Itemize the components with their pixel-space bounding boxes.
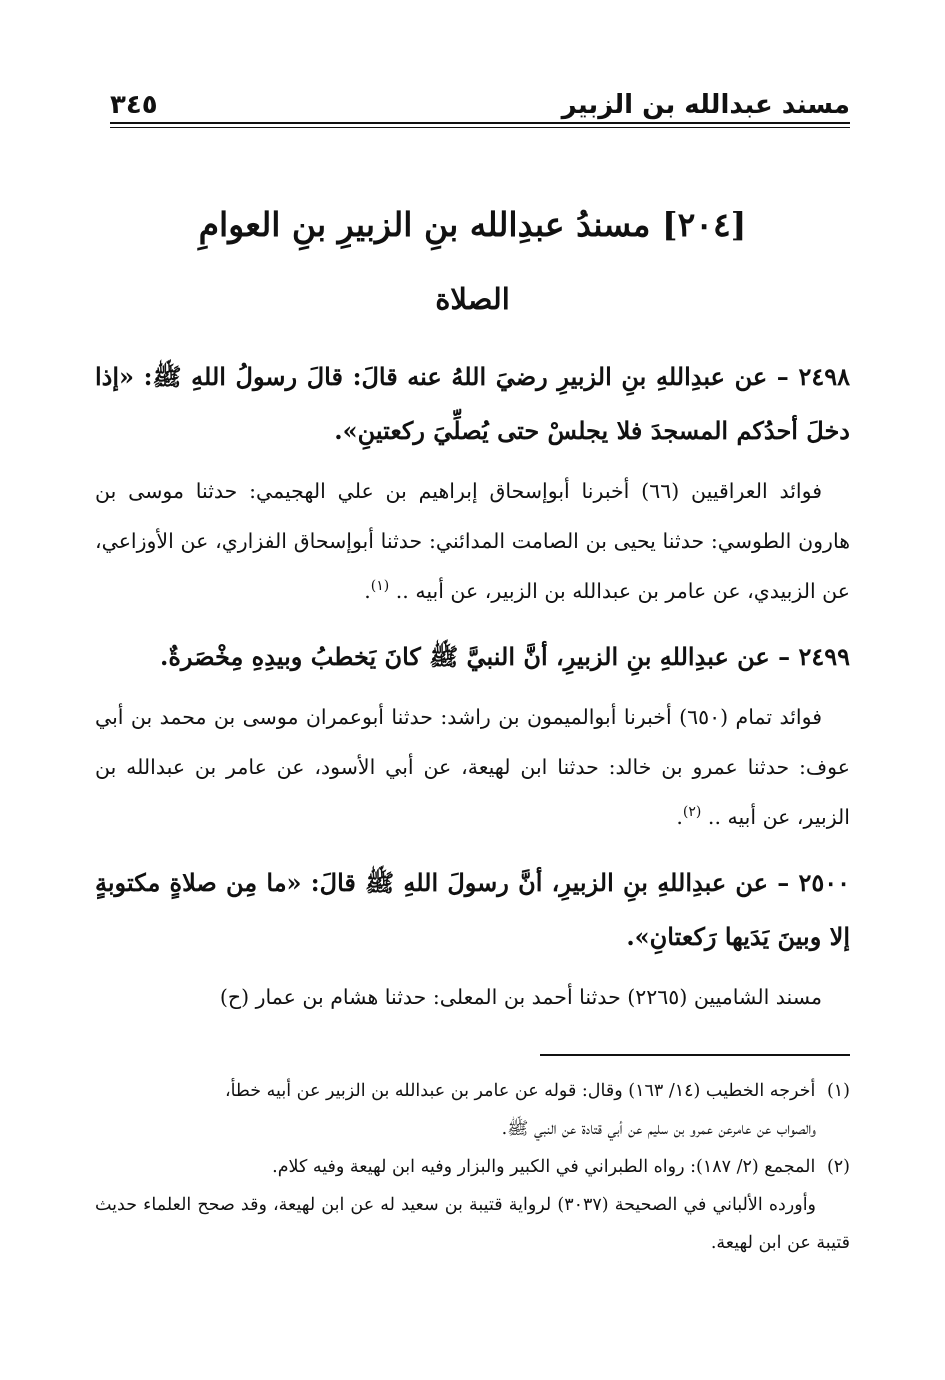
- hadith-2499: [95, 630, 850, 684]
- hadith-number: ٢٥٠٠ –: [777, 868, 850, 897]
- takhrij-2499: [95, 692, 850, 842]
- section-title: الصلاة: [435, 282, 510, 316]
- hadith-2498: [95, 350, 850, 458]
- hadith-2500: [95, 856, 850, 964]
- running-header: [110, 80, 850, 120]
- hadith-text: عن عبدِاللهِ بنِ الزبيرِ، أنَّ النبيَّ ﷺ كانَ يَخطبُ وبيدِهِ مِخْصَرةٌ.: [159, 642, 770, 671]
- takhrij-text: مسند الشاميين (٢٢٦٥) حدثنا أحمد بن المعلى: حدثنا هشام بن عمار (ح): [219, 985, 822, 1009]
- footnote-1-continued: والصواب عن عامرعن عمرو بن سليم عن أبي قتادة عن النبي ﷺ.: [501, 1119, 816, 1139]
- footnote-2-paragraph: وأورده الألباني في الصحيحة (٣٠٣٧) لرواية قتيبة بن سعيد له عن ابن لهيعة، وقد صحح العلماء حديث قتيبة عن ابن لهيعة.: [95, 1195, 850, 1253]
- footnote-mark: (٢): [826, 1157, 850, 1177]
- body-text: [95, 350, 850, 1036]
- period: .: [364, 579, 371, 603]
- hadith-number: ٢٤٩٨ –: [776, 362, 850, 391]
- takhrij-2498: [95, 466, 850, 616]
- footnote-2: [95, 1148, 850, 1186]
- takhrij-text: فوائد العراقيين (٦٦) أخبرنا أبوإسحاق إبراهيم بن علي الهجيمي: حدثنا موسى بن هارون الطوسي: حدثنا يحيى بن الصامت المدائني: حدثنا أبوإسحاق الفزاري، عن الأوزاعي، عن الزبيدي، عن عامر بن عبدالله بن الزبير، عن أبيه ..: [95, 479, 850, 603]
- footnote-ref: (٢): [682, 804, 702, 821]
- header-rule: [110, 122, 850, 128]
- hadith-number: ٢٤٩٩ –: [778, 642, 850, 671]
- footnote-mark: (١): [826, 1081, 850, 1101]
- takhrij-text: فوائد تمام (٦٥٠) أخبرنا أبوالميمون بن راشد: حدثنا أبوعمران موسى بن محمد بن أبي عوف: حدثنا عمرو بن خالد: حدثنا ابن لهيعة، عن أبي الأسود، عن عامر بن عبدالله بن الزبير، عن أبيه ..: [95, 705, 850, 829]
- period: .: [676, 805, 683, 829]
- chapter-title: [٢٠٤] مسندُ عبدِالله بنِ الزبيرِ بنِ العوامِ: [198, 205, 747, 244]
- footnote-ref: (١): [370, 578, 390, 595]
- footnote-rule: [540, 1054, 850, 1056]
- footnote-text: أخرجه الخطيب (١٤/ ١٦٣) وقال: قوله عن عامر بن عبدالله بن الزبير عن أبيه خطأ،: [224, 1081, 816, 1101]
- footnotes: [95, 1072, 850, 1262]
- footnote-text: المجمع (٢/ ١٨٧): رواه الطبراني في الكبير والبزار وفيه ابن لهيعة وفيه كلام.: [272, 1157, 816, 1177]
- footnote-1: [95, 1072, 850, 1110]
- hadith-text: عن عبدِاللهِ بنِ الزبيرِ رضيَ اللهُ عنه قالَ: قالَ رسولُ اللهِ ﷺ: «إذا دخلَ أحدُكم المسجدَ فلا يجلسْ حتى يُصلِّيَ ركعتينِ».: [95, 362, 850, 445]
- page-number: ٣٤٥: [110, 90, 158, 120]
- running-title: مسند عبدالله بن الزبير: [561, 90, 850, 120]
- takhrij-2500: [95, 972, 850, 1022]
- hadith-text: عن عبدِاللهِ بنِ الزبيرِ، أنَّ رسولَ اللهِ ﷺ قالَ: «ما مِن صلاةٍ مكتوبةٍ إلا وبينَ يَدَيها رَكعتانِ».: [95, 868, 850, 951]
